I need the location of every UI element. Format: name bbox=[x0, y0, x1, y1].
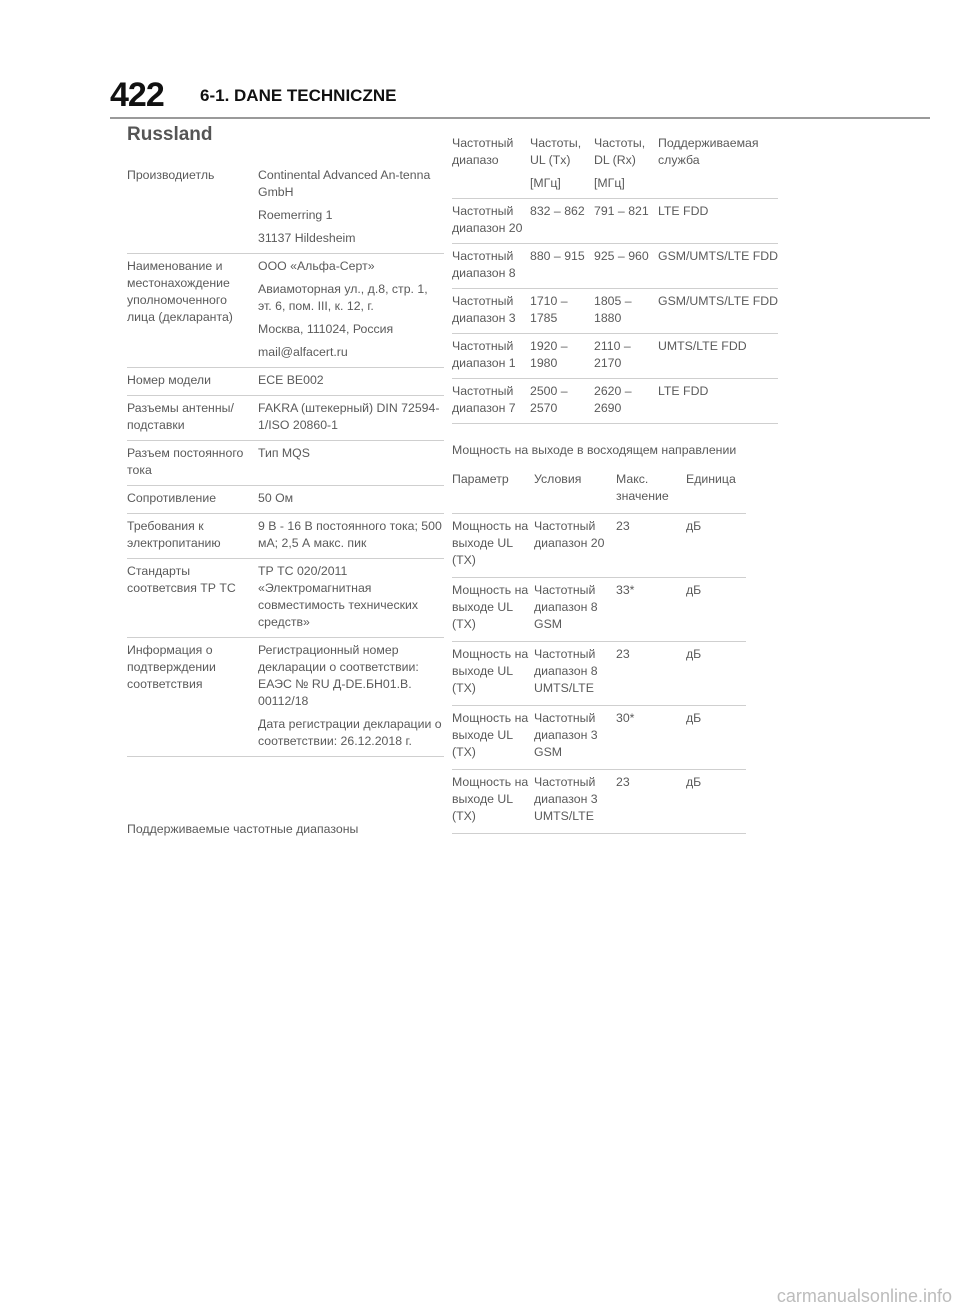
freq-service: GSM/UMTS/LTE FDD bbox=[658, 244, 778, 289]
spec-value-line: Continental Advanced An-tenna GmbH bbox=[258, 168, 431, 199]
freq-dl: 925 – 960 bbox=[594, 244, 658, 289]
power-header-row bbox=[452, 467, 746, 514]
power-max: 33* bbox=[616, 578, 686, 642]
spec-value-line: FAKRA (штекерный) DIN 72594-1/ISO 20860-1 bbox=[258, 401, 440, 432]
spec-value-line: Roemerring 1 bbox=[258, 208, 333, 222]
freq-service: LTE FDD bbox=[658, 379, 778, 424]
spec-row bbox=[127, 396, 444, 441]
power-header-conditions: Условия bbox=[534, 467, 616, 514]
power-conditions: Частотный диапазон 3 UMTS/LTE bbox=[534, 770, 616, 834]
spec-row bbox=[127, 441, 444, 486]
freq-header-dl: Частоты, DL (Rx) [МГц] bbox=[594, 131, 658, 199]
table-row bbox=[452, 706, 746, 770]
spec-value-line: 9 В - 16 В постоянного тока; 500 мА; 2,5 А макс. пик bbox=[258, 519, 442, 550]
freq-dl: 791 – 821 bbox=[594, 199, 658, 244]
power-unit: дБ bbox=[686, 642, 746, 706]
bands-caption: Поддерживаемые частотные диапазоны bbox=[127, 822, 359, 836]
power-max: 23 bbox=[616, 770, 686, 834]
table-row bbox=[452, 770, 746, 834]
spec-key: Требования к электропитанию bbox=[127, 514, 258, 559]
power-parameter: Мощность на выходе UL (TX) bbox=[452, 642, 534, 706]
spec-value-line: ТР ТС 020/2011 «Электромагнитная совместимость технических средств» bbox=[258, 564, 419, 629]
spec-value-line: 31137 Hildesheim bbox=[258, 231, 356, 245]
watermark: carmanualsonline.info bbox=[776, 1286, 952, 1306]
freq-header-ul: Частоты, UL (Tx) [МГц] bbox=[530, 131, 594, 199]
power-caption: Мощность на выходе в восходящем направлении bbox=[452, 443, 737, 457]
spec-value-line: Регистрационный номер декларации о соответствии: ЕАЭС № RU Д-DE.БН01.В. 00112/18 bbox=[258, 643, 419, 708]
power-unit: дБ bbox=[686, 514, 746, 578]
spec-value bbox=[258, 638, 444, 757]
spec-value-line: Дата регистрации декларации о соответствии: 26.12.2018 г. bbox=[258, 717, 442, 748]
page-number: 422 bbox=[110, 76, 164, 114]
power-header-max: Макс. значение bbox=[616, 467, 686, 514]
power-conditions: Частотный диапазон 8 GSM bbox=[534, 578, 616, 642]
freq-unit-dl: [МГц] bbox=[594, 176, 625, 190]
power-parameter: Мощность на выходе UL (TX) bbox=[452, 578, 534, 642]
freq-service: LTE FDD bbox=[658, 199, 778, 244]
freq-band: Частотный диапазон 1 bbox=[452, 334, 530, 379]
freq-ul: 1710 – 1785 bbox=[530, 289, 594, 334]
spec-section bbox=[127, 163, 444, 757]
spec-key: Разъем постоянного тока bbox=[127, 441, 258, 486]
power-max: 23 bbox=[616, 642, 686, 706]
spec-value bbox=[258, 163, 444, 254]
freq-ul: 832 – 862 bbox=[530, 199, 594, 244]
spec-value-line: ECE BE002 bbox=[258, 373, 324, 387]
table-row bbox=[452, 578, 746, 642]
freq-dl: 2620 – 2690 bbox=[594, 379, 658, 424]
frequency-header-row bbox=[452, 131, 778, 199]
power-unit: дБ bbox=[686, 770, 746, 834]
spec-value bbox=[258, 441, 444, 486]
table-row bbox=[452, 289, 778, 334]
frequency-section bbox=[452, 131, 778, 834]
spec-row bbox=[127, 486, 444, 514]
spec-value bbox=[258, 486, 444, 514]
freq-service: UMTS/LTE FDD bbox=[658, 334, 778, 379]
power-table bbox=[452, 467, 746, 834]
spec-value-line: Москва, 111024, Россия bbox=[258, 322, 394, 336]
freq-dl: 1805 – 1880 bbox=[594, 289, 658, 334]
spec-row bbox=[127, 638, 444, 757]
spec-row bbox=[127, 163, 444, 254]
spec-key: Стандарты соответсвия ТР ТС bbox=[127, 559, 258, 638]
spec-value-line: Тип MQS bbox=[258, 446, 310, 460]
spec-key: Информация о подтверждении соответствия bbox=[127, 638, 258, 757]
spec-value bbox=[258, 368, 444, 396]
freq-header-service: Поддерживаемая служба bbox=[658, 131, 778, 199]
freq-band: Частотный диапазон 20 bbox=[452, 199, 530, 244]
spec-value-line: 50 Ом bbox=[258, 491, 294, 505]
spec-row bbox=[127, 254, 444, 368]
spec-row bbox=[127, 368, 444, 396]
country-heading: Russland bbox=[127, 124, 213, 145]
spec-value-line: Авиамоторная ул., д.8, стр. 1, эт. 6, пом. III, к. 12, г. bbox=[258, 282, 428, 313]
freq-unit-ul: [МГц] bbox=[530, 176, 561, 190]
power-parameter: Мощность на выходе UL (TX) bbox=[452, 514, 534, 578]
freq-ul: 1920 – 1980 bbox=[530, 334, 594, 379]
spec-row bbox=[127, 559, 444, 638]
spec-key: Сопротивление bbox=[127, 486, 258, 514]
spec-value-line: ООО «Альфа-Серт» bbox=[258, 259, 375, 273]
power-max: 23 bbox=[616, 514, 686, 578]
table-row bbox=[452, 244, 778, 289]
table-row bbox=[452, 514, 746, 578]
frequency-table bbox=[452, 131, 778, 424]
spec-row bbox=[127, 514, 444, 559]
freq-service: GSM/UMTS/LTE FDD bbox=[658, 289, 778, 334]
spec-value bbox=[258, 396, 444, 441]
power-conditions: Частотный диапазон 8 UMTS/LTE bbox=[534, 642, 616, 706]
power-header-unit: Единица bbox=[686, 467, 746, 514]
section-title: 6-1. DANE TECHNICZNE bbox=[200, 86, 397, 105]
table-row bbox=[452, 334, 778, 379]
power-conditions: Частотный диапазон 3 GSM bbox=[534, 706, 616, 770]
power-parameter: Мощность на выходе UL (TX) bbox=[452, 770, 534, 834]
table-row bbox=[452, 379, 778, 424]
power-header-parameter: Параметр bbox=[452, 467, 534, 514]
spec-key: Производиетль bbox=[127, 163, 258, 254]
spec-table bbox=[127, 163, 444, 757]
freq-ul: 2500 – 2570 bbox=[530, 379, 594, 424]
freq-band: Частотный диапазон 8 bbox=[452, 244, 530, 289]
spec-value bbox=[258, 254, 444, 368]
spec-value bbox=[258, 514, 444, 559]
spec-key: Разъемы антенны/ подставки bbox=[127, 396, 258, 441]
power-unit: дБ bbox=[686, 578, 746, 642]
power-conditions: Частотный диапазон 20 bbox=[534, 514, 616, 578]
power-max: 30* bbox=[616, 706, 686, 770]
spec-key: Номер модели bbox=[127, 368, 258, 396]
power-parameter: Мощность на выходе UL (TX) bbox=[452, 706, 534, 770]
freq-band: Частотный диапазон 3 bbox=[452, 289, 530, 334]
freq-header-band: Частотный диапазо bbox=[452, 131, 530, 199]
header-divider bbox=[110, 117, 930, 119]
freq-ul: 880 – 915 bbox=[530, 244, 594, 289]
table-row bbox=[452, 642, 746, 706]
spec-value-line: mail@alfacert.ru bbox=[258, 345, 348, 359]
spec-key: Наименование и местонахождение уполномоченного лица (декларанта) bbox=[127, 254, 258, 368]
freq-dl: 2110 – 2170 bbox=[594, 334, 658, 379]
table-row bbox=[452, 199, 778, 244]
freq-band: Частотный диапазон 7 bbox=[452, 379, 530, 424]
power-unit: дБ bbox=[686, 706, 746, 770]
spec-value bbox=[258, 559, 444, 638]
